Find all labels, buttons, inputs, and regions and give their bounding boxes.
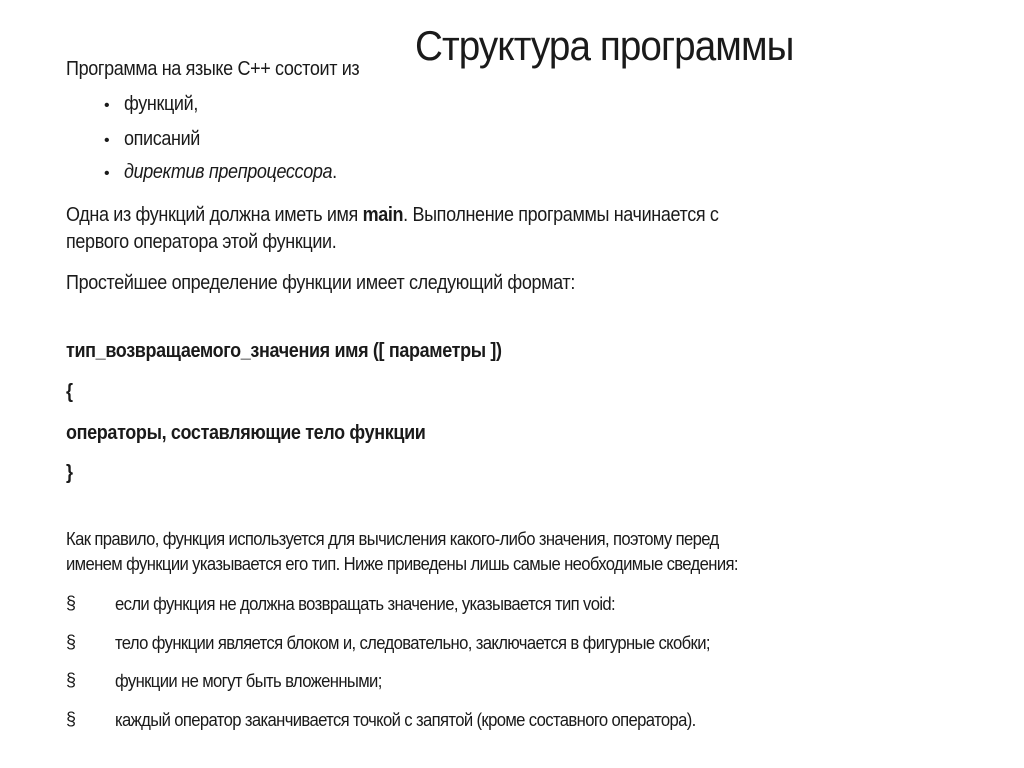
note-line1: Как правило, функция используется для вычисления какого-либо значения, поэтому перед: [66, 528, 719, 549]
slide-title: Структура программы: [415, 22, 794, 69]
rule-semicolon: каждый оператор заканчивается точкой с запятой (кроме составного оператора).: [115, 709, 696, 730]
syntax-signature: тип_возвращаемого_значения имя ([ параметры ]): [66, 340, 502, 362]
intro-text: Программа на языке С++ состоит из: [66, 58, 360, 80]
bullet-glyph: •: [104, 132, 110, 149]
bullet-descriptions: описаний: [124, 128, 200, 150]
bullet-directives: [124, 161, 337, 184]
rule-block: тело функции является блоком и, следовательно, заключается в фигурные скобки;: [115, 632, 710, 653]
section-glyph: §: [66, 632, 77, 652]
directives-period: .: [332, 161, 337, 183]
main-paragraph-line1: [66, 204, 719, 227]
section-glyph: §: [66, 670, 77, 690]
directives-text: директив препроцессора: [124, 161, 333, 183]
main-paragraph-line2: первого оператора этой функции.: [66, 231, 337, 253]
format-intro: Простейшее определение функции имеет следующий формат:: [66, 272, 575, 294]
bullet-glyph: •: [104, 165, 110, 182]
note-line2: именем функции указывается его тип. Ниже приведены лишь самые необходимые сведения:: [66, 553, 738, 574]
bullet-glyph: •: [104, 97, 110, 114]
bullet-functions: функций,: [124, 93, 198, 115]
rule-nested: функции не могут быть вложенными;: [115, 670, 382, 691]
main-keyword: main: [362, 204, 404, 226]
section-glyph: §: [66, 593, 77, 613]
main-para-part2: . Выполнение программы начинается с: [403, 204, 719, 226]
syntax-body: операторы, составляющие тело функции: [66, 422, 426, 444]
section-glyph: §: [66, 709, 77, 729]
rule-void: если функция не должна возвращать значение, указывается тип void:: [115, 593, 616, 614]
syntax-open-brace: {: [66, 381, 73, 403]
syntax-close-brace: }: [66, 462, 73, 484]
main-para-part1: Одна из функций должна иметь имя: [66, 204, 363, 226]
